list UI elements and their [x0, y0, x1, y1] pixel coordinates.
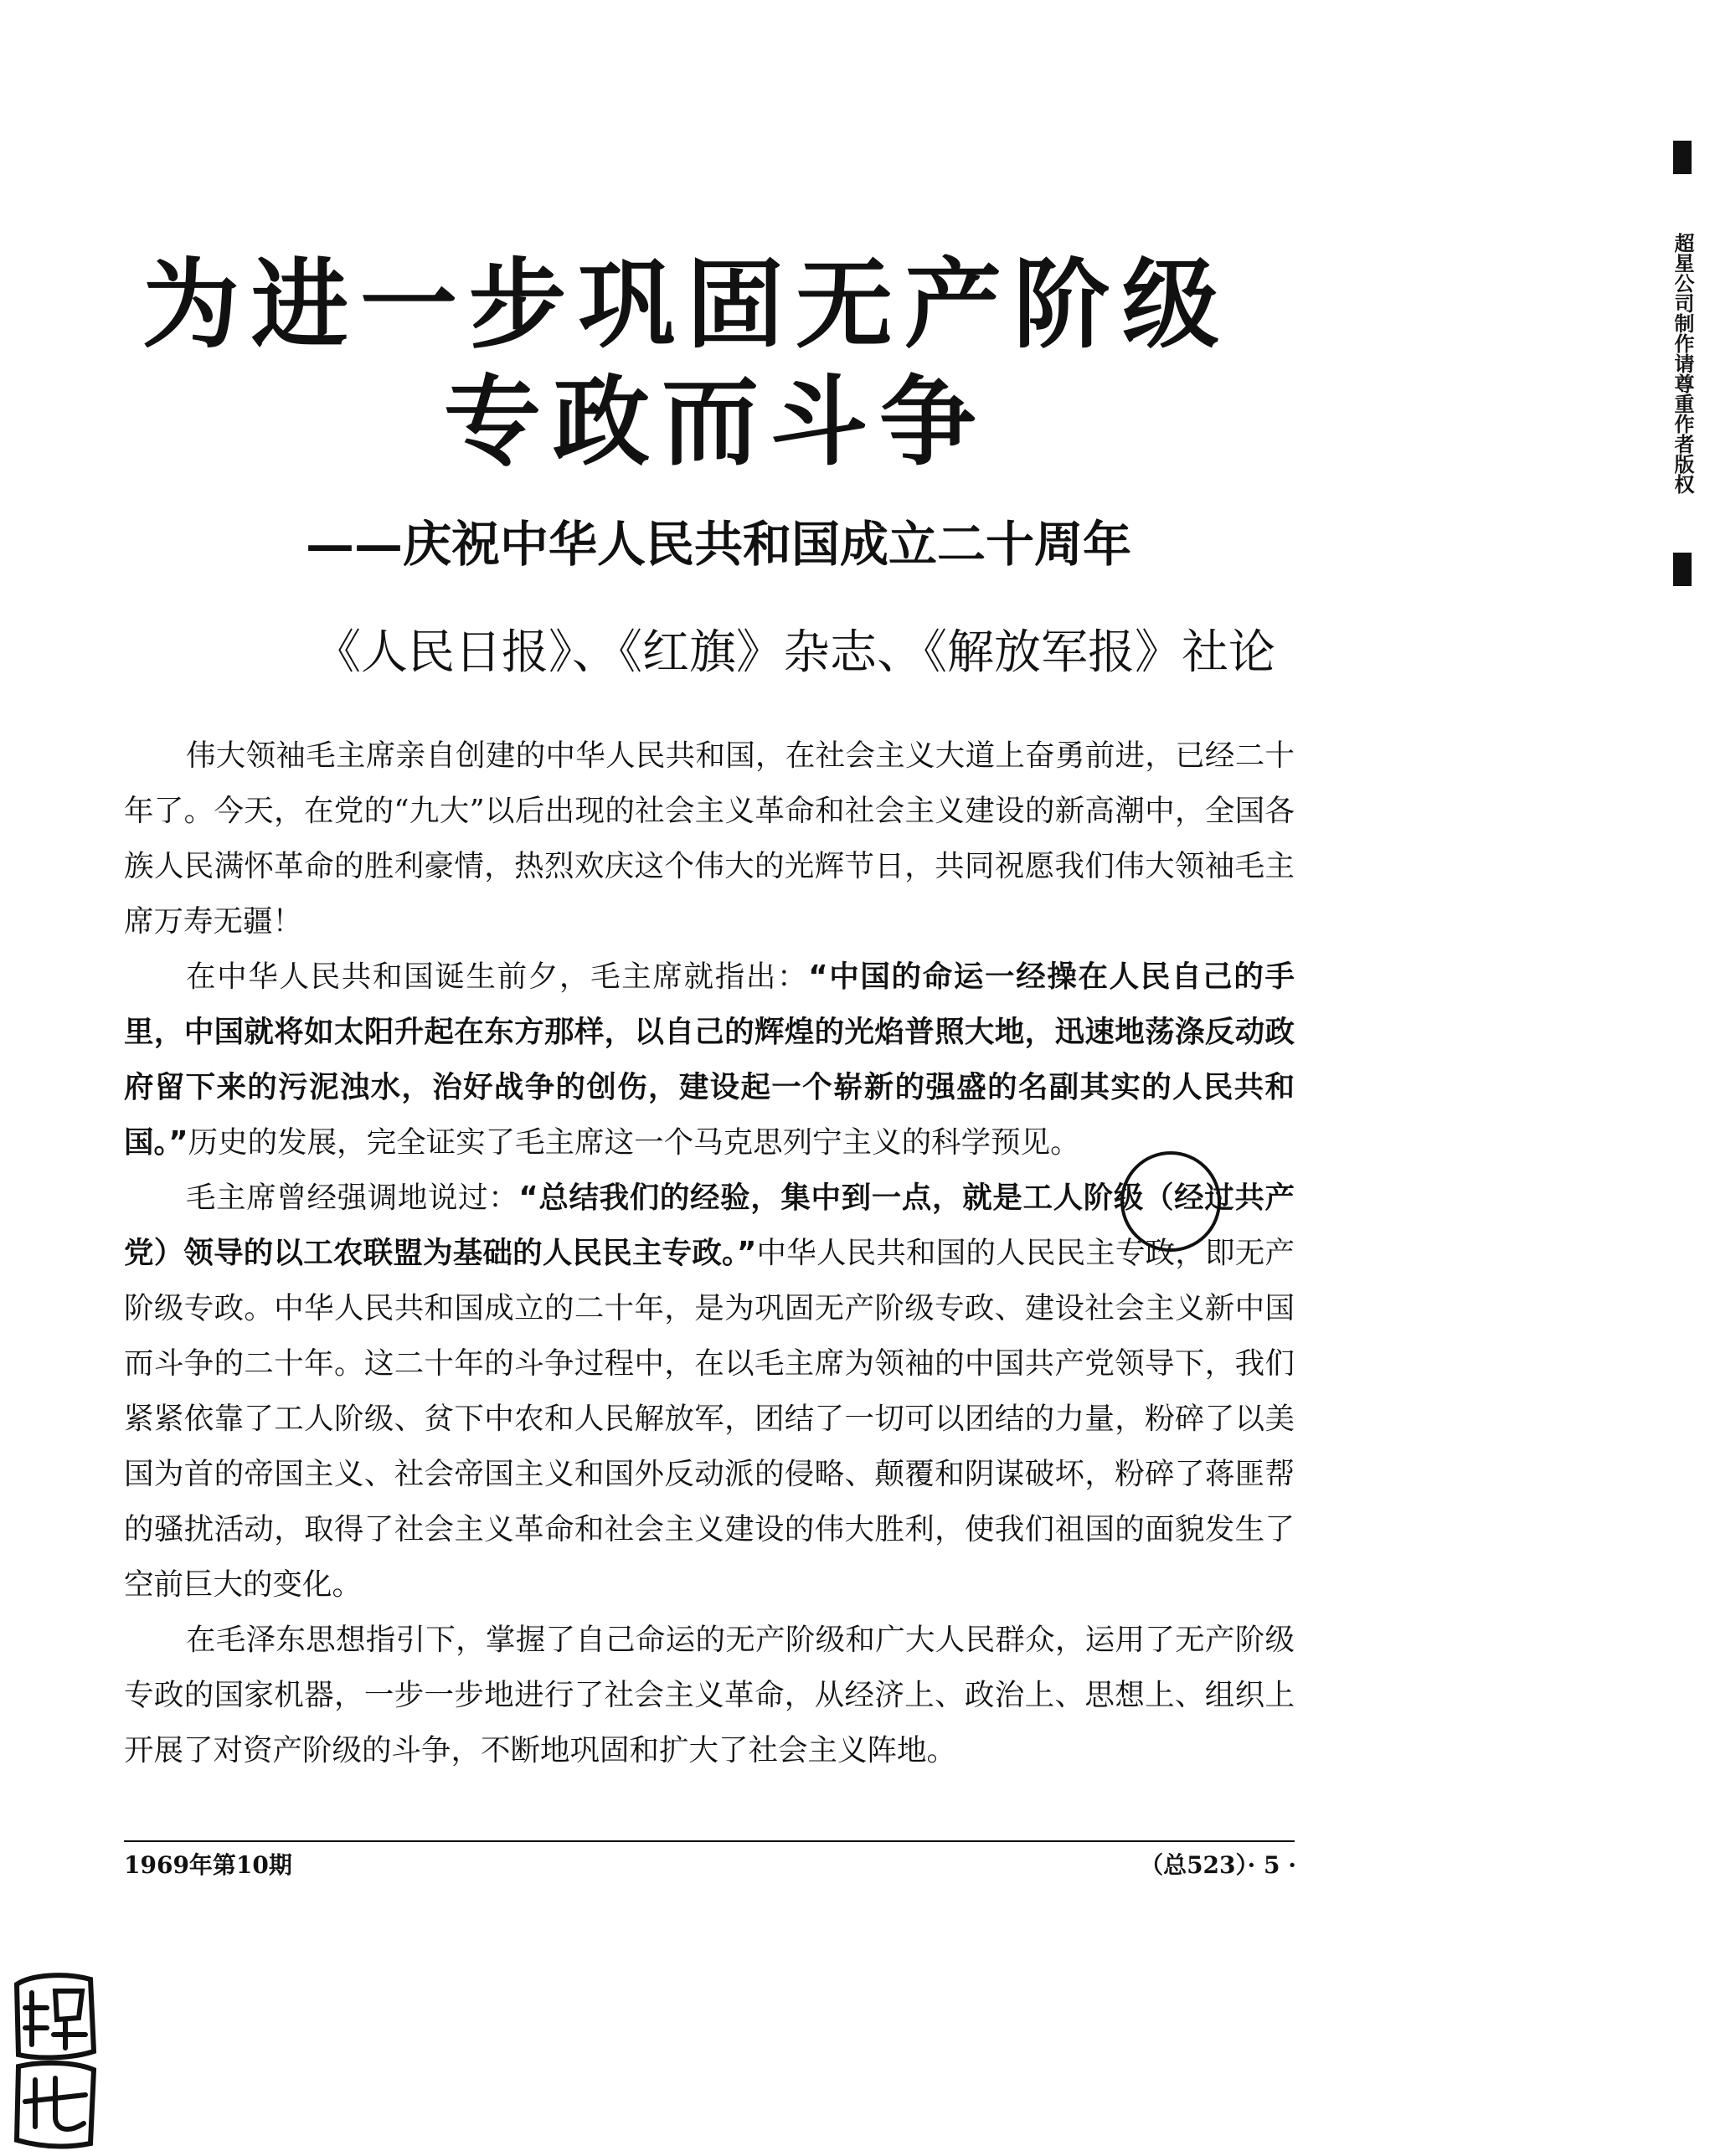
paragraph-4: 在毛泽东思想指引下，掌握了自己命运的无产阶级和广大人民群众，运用了无产阶级专政的国家机器，一步一步地进行了社会主义革命，从经济上、政治上、思想上、组织上开展了对资产阶级的斗争，不断地巩固和扩大了社会主义阵地。 [124, 1623, 1295, 1768]
watermark-text: 超星公司制作请尊重作者版权 [1671, 233, 1694, 494]
library-seal-stamp [7, 1968, 107, 2152]
footer-issue: 1969年第10期 [124, 1851, 292, 1879]
paragraph-2-quote: “中国的命运一经操在人民自己的手里，中国就将如太阳升起在东方那样，以自己的辉煌的光焰普照大地，迅速地荡涤反动政府留下来的污泥浊水，治好战争的创伤，建设起一个崭新的强盛的名副其实的人民共和国。” [124, 960, 1295, 1160]
watermark-bar-top [1673, 141, 1692, 174]
paragraph-2-tail: 历史的发展，完全证实了毛主席这一个马克思列宁主义的科学预见。 [188, 1125, 1080, 1160]
article-byline: 《人民日报》、《红旗》杂志、《解放军报》社论 [314, 625, 1275, 680]
paragraph-1: 伟大领袖毛主席亲自创建的中华人民共和国，在社会主义大道上奋勇前进，已经二十年了。今天，在党的“九大”以后出现的社会主义革命和社会主义建设的新高潮中，全国各族人民满怀革命的胜利豪情，热烈欢庆这个伟大的光辉节日，共同祝愿我们伟大领袖毛主席万寿无疆！ [124, 738, 1295, 939]
watermark-bar-bottom [1673, 553, 1692, 586]
footer-divider [124, 1840, 1295, 1842]
article-title-line2: 专政而斗争 [444, 366, 988, 479]
paragraph-2-lead: 在中华人民共和国诞生前夕，毛主席就指出： [186, 960, 809, 994]
article-subtitle: ——庆祝中华人民共和国成立二十周年 [306, 516, 1132, 573]
paragraph-3 [124, 1171, 1295, 1613]
paragraph-3-quote: “总结我们的经验，集中到一点，就是工人阶级（经过共产党）领导的以工农联盟为基础的人民民主专政。” [124, 1181, 1295, 1270]
watermark [1656, 141, 1708, 586]
article-body [124, 728, 1295, 1778]
paragraph-3-tail: 中华人民共和国的人民民主专政，即无产阶级专政。中华人民共和国成立的二十年，是为巩固无产阶级专政、建设社会主义新中国而斗争的二十年。这二十年的斗争过程中，在以毛主席为领袖的中国共产党领导下，我们紧紧依靠了工人阶级、贫下中农和人民解放军，团结了一切可以团结的力量，粉碎了以美国为首的帝国主义、社会帝国主义和国外反动派的侵略、颠覆和阴谋破坏，粉碎了蒋匪帮的骚扰活动，取得了社会主义革命和社会主义建设的伟大胜利，使我们祖国的面貌发生了空前巨大的变化。 [124, 1236, 1295, 1602]
paragraph-2 [124, 949, 1295, 1171]
footer-page-number: （总523）· 5 · [1140, 1851, 1296, 1879]
paragraph-3-lead: 毛主席曾经强调地说过： [186, 1181, 519, 1215]
hand-drawn-circle-mark [1120, 1151, 1221, 1252]
article-title-line1: 为进一步巩固无产阶级 [142, 249, 1231, 362]
